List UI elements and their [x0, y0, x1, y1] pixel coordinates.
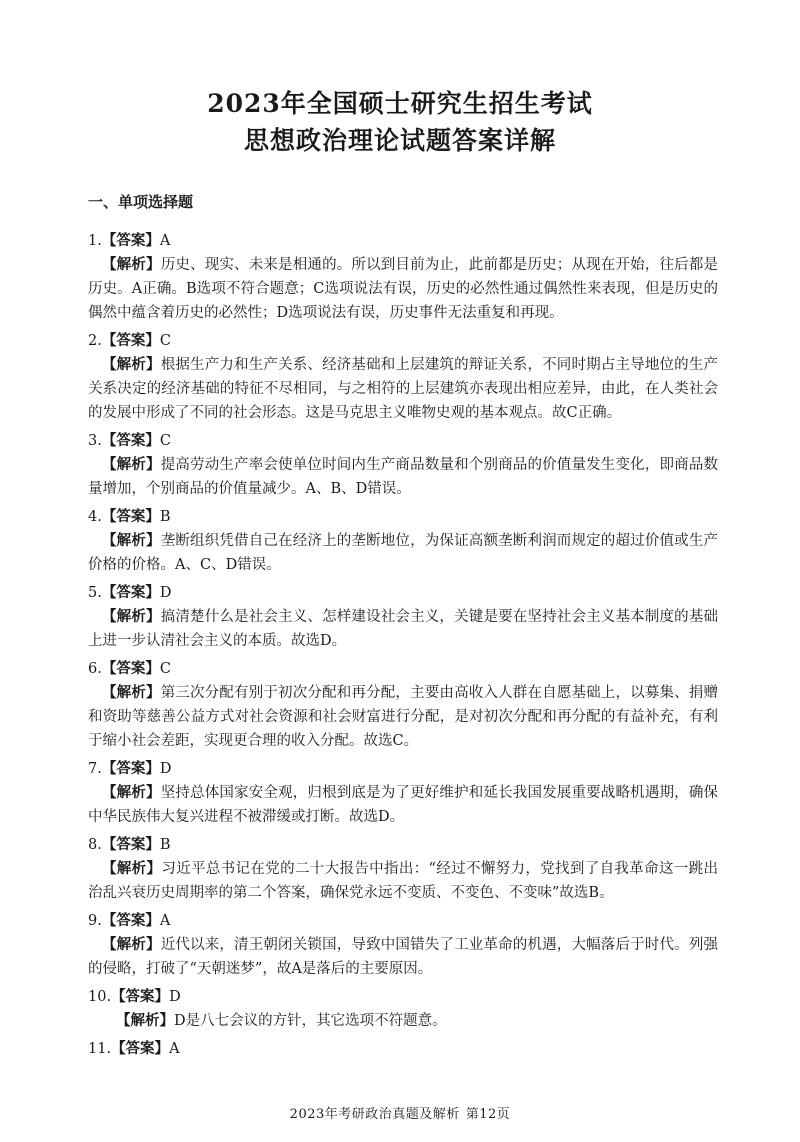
- answer-line: [88, 428, 718, 453]
- explanation-text: D是八七会议的方针，其它选项不符题意。: [174, 1013, 447, 1029]
- answer-label: 【答案】: [101, 232, 160, 249]
- question-number: 5.: [88, 585, 102, 601]
- explanation: [88, 857, 718, 905]
- question-number: 1.: [88, 233, 102, 249]
- answer-line: [88, 328, 718, 353]
- answer-item-1: [88, 228, 718, 325]
- explanation-text: 根据生产力和生产关系、经济基础和上层建筑的辩证关系，不同时期占主导地位的生产关系决定的经济基础的特征不尽相同，与之相符的上层建筑亦表现出相应差异，由此，在人类社会的发展中形成了不同的社会形态。这是马克思主义唯物史观的基本观点。故C正确。: [88, 357, 719, 421]
- answer-line: [88, 756, 718, 781]
- answer-item-4: [88, 504, 718, 577]
- answer-line: [88, 228, 718, 253]
- explanation: [88, 253, 718, 325]
- question-number: 2.: [88, 333, 102, 349]
- answer-label: 【答案】: [101, 660, 160, 677]
- explanation-text: 提高劳动生产率会使单位时间内生产商品数量和个别商品的价值量发生变化，即商品数量增加，个别商品的价值量减少。A、B、D错误。: [88, 457, 719, 497]
- explanation-text: 历史、现实、未来是相通的。所以到目前为止，此前都是历史；从现在开始，往后都是历史。A正确。B选项不符合题意；C选项说法有误，历史的必然性通过偶然性来表现，但是历史的偶然中蕴含着历史的必然性；D选项说法有误，历史事件无法重复和再现。: [88, 257, 719, 321]
- page-footer: [0, 1103, 800, 1122]
- question-number: 10.: [88, 989, 112, 1005]
- question-number: 9.: [88, 913, 102, 929]
- page-title-line1: 2023年全国硕士研究生招生考试: [207, 89, 593, 118]
- explanation: [88, 605, 718, 653]
- answer-item-11: [88, 1036, 718, 1061]
- page-number: 第12页: [465, 1107, 511, 1122]
- answer-value: A: [159, 233, 171, 249]
- explanation-label: 【解析】: [116, 1012, 174, 1029]
- answer-line: [88, 984, 718, 1009]
- explanation-text: 坚持总体国家安全观，归根到底是为了更好维护和延长我国发展重要战略机遇期，确保中华民族伟大复兴进程不被滞缓或打断。故选D。: [88, 785, 719, 825]
- footer-text: 2023年考研政治真题及解析: [289, 1107, 460, 1122]
- answer-value: D: [159, 585, 172, 601]
- section-heading: 一、单项选择题: [88, 193, 194, 211]
- answer-item-8: [88, 832, 718, 905]
- explanation-text: 第三次分配有别于初次分配和再分配，主要由高收入人群在自愿基础上，以募集、捐赠和资助等慈善公益方式对社会资源和社会财富进行分配，是对初次分配和再分配的有益补充，有利于缩小社会差距，实现更合理的收入分配。故选C。: [88, 685, 719, 749]
- answer-line: [88, 908, 718, 933]
- explanation: [88, 353, 718, 425]
- explanation-label: 【解析】: [102, 532, 161, 549]
- answer-value: D: [169, 989, 181, 1005]
- explanation-label: 【解析】: [102, 936, 161, 953]
- answer-value: A: [169, 1041, 180, 1057]
- answer-line: [88, 1036, 718, 1061]
- explanation: [88, 681, 718, 753]
- explanation-label: 【解析】: [102, 860, 162, 877]
- answer-item-6: [88, 656, 718, 753]
- question-number: 3.: [88, 433, 102, 449]
- explanation: [88, 933, 718, 981]
- question-number: 11.: [88, 1041, 112, 1057]
- explanation: [88, 781, 718, 829]
- answer-value: B: [159, 509, 171, 525]
- explanation-text: 习近平总书记在党的二十大报告中指出：“经过不懈努力，党找到了自我革命这一跳出治乱兴衰历史周期率的第二个答案，确保党永远不变质、不变色、不变味”故选B。: [88, 861, 718, 901]
- answer-item-5: [88, 580, 718, 653]
- answer-line: [88, 656, 718, 681]
- explanation-label: 【解析】: [102, 256, 161, 273]
- answer-value: C: [159, 333, 171, 349]
- answer-item-9: [88, 908, 718, 981]
- answer-list: [88, 228, 718, 1061]
- answer-line: [88, 504, 718, 529]
- question-number: 8.: [88, 837, 102, 853]
- explanation-text: 垄断组织凭借自己在经济上的垄断地位，为保证高额垄断利润而规定的超过价值或生产价格的价格。A、C、D错误。: [88, 533, 719, 573]
- question-number: 6.: [88, 661, 102, 677]
- explanation-label: 【解析】: [102, 356, 161, 373]
- explanation-text: 搞清楚什么是社会主义、怎样建设社会主义，关键是要在坚持社会主义基本制度的基础上进一步认清社会主义的本质。故选D。: [88, 609, 719, 649]
- answer-item-2: [88, 328, 718, 425]
- explanation-label: 【解析】: [102, 608, 161, 625]
- answer-label: 【答案】: [101, 432, 160, 449]
- explanation-text: 近代以来，清王朝闭关锁国，导致中国错失了工业革命的机遇，大幅落后于时代。列强的侵略，打破了“天朝迷梦”，故A是落后的主要原因。: [88, 937, 719, 977]
- answer-label: 【答案】: [101, 584, 160, 601]
- answer-item-3: [88, 428, 718, 501]
- answer-label: 【答案】: [101, 332, 160, 349]
- explanation: [88, 529, 718, 577]
- answer-label: 【答案】: [111, 1040, 170, 1057]
- answer-value: A: [159, 913, 171, 929]
- question-number: 7.: [88, 761, 102, 777]
- answer-line: [88, 580, 718, 605]
- answer-label: 【答案】: [101, 760, 160, 777]
- page-title-line2: 思想政治理论试题答案详解: [243, 126, 556, 155]
- explanation: [88, 453, 718, 501]
- question-number: 4.: [88, 509, 102, 525]
- answer-value: C: [159, 433, 171, 449]
- explanation-label: 【解析】: [102, 456, 161, 473]
- answer-line: [88, 832, 718, 857]
- answer-value: D: [159, 761, 172, 777]
- answer-label: 【答案】: [101, 508, 160, 525]
- answer-item-10: [88, 984, 718, 1033]
- answer-label: 【答案】: [101, 912, 160, 929]
- answer-item-7: [88, 756, 718, 829]
- answer-label: 【答案】: [111, 988, 170, 1005]
- answer-value: B: [159, 837, 171, 853]
- explanation-label: 【解析】: [102, 784, 161, 801]
- answer-label: 【答案】: [101, 836, 160, 853]
- explanation: [88, 1009, 718, 1033]
- answer-value: C: [159, 661, 171, 677]
- explanation-label: 【解析】: [102, 684, 161, 701]
